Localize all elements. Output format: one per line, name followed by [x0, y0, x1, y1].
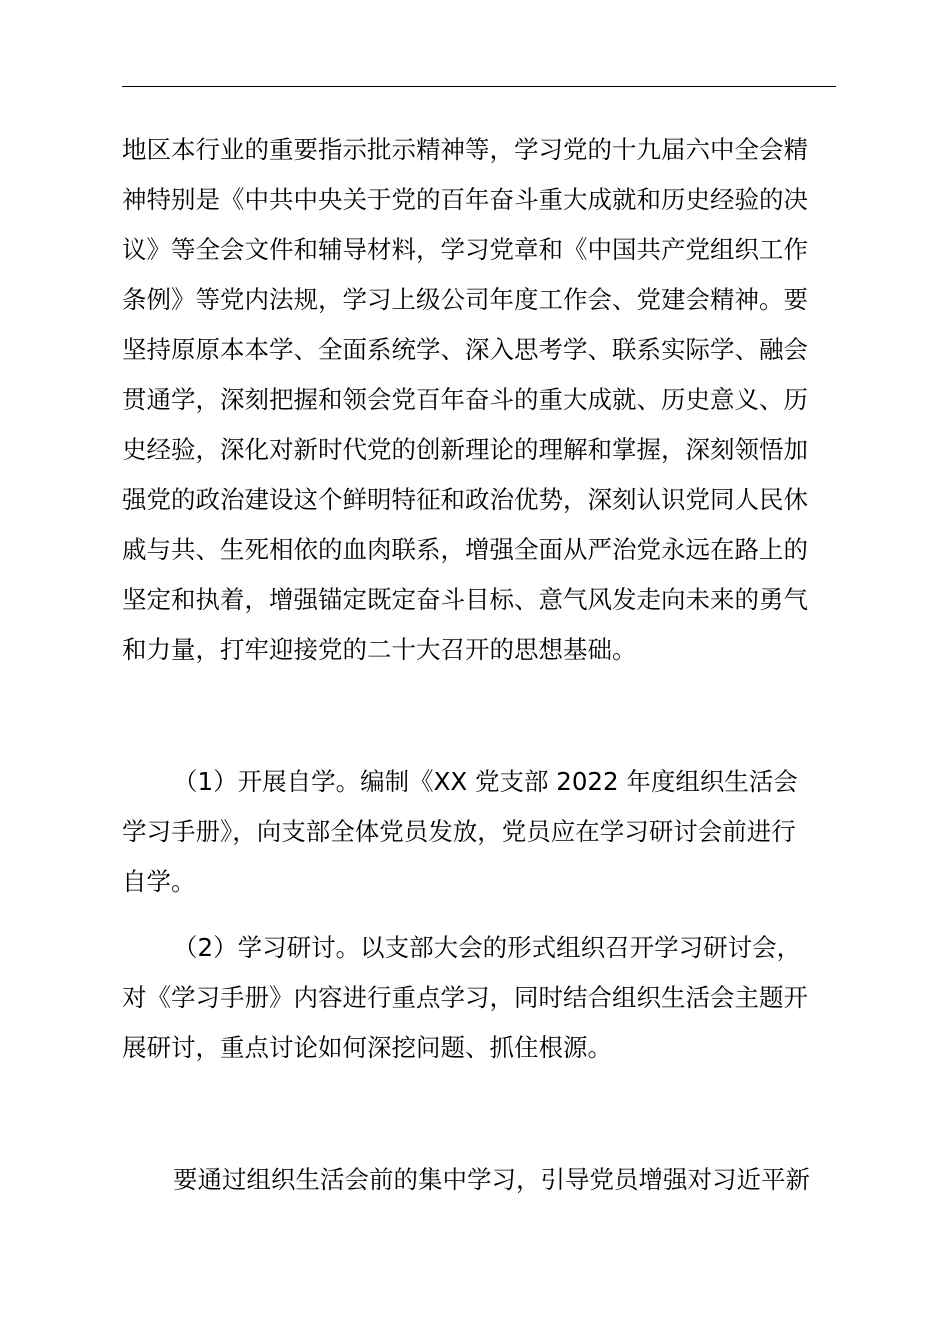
text-line: 史经验，深化对新时代党的创新理论的理解和掌握，深刻领悟加: [122, 435, 808, 464]
text-line: 要通过组织生活会前的集中学习，引导党员增强对习近平新: [173, 1165, 810, 1194]
text-line: 强党的政治建设这个鲜明特征和政治优势，深刻认识党同人民休: [122, 485, 808, 514]
text-line: 神特别是《中共中央关于党的百年奋斗重大成就和历史经验的决: [122, 185, 808, 214]
text-line: 坚定和执着，增强锚定既定奋斗目标、意气风发走向未来的勇气: [122, 585, 808, 614]
text-line: 贯通学，深刻把握和领会党百年奋斗的重大成就、历史意义、历: [122, 385, 808, 414]
text-line: 和力量，打牢迎接党的二十大召开的思想基础。: [122, 635, 637, 664]
text-line: 自学。: [122, 867, 196, 896]
text-line: 学习手册》，向支部全体党员发放，党员应在学习研讨会前进行: [122, 817, 796, 846]
text-line: 地区本行业的重要指示批示精神等，学习党的十九届六中全会精: [122, 135, 808, 164]
text-line: 对《学习手册》内容进行重点学习，同时结合组织生活会主题开: [122, 983, 808, 1012]
text-line: 坚持原原本本学、全面系统学、深入思考学、联系实际学、融会: [122, 335, 808, 364]
text-line: 戚与共、生死相依的血肉联系，增强全面从严治党永远在路上的: [122, 535, 808, 564]
header-rule: [122, 86, 836, 87]
text-line: 条例》等党内法规，学习上级公司年度工作会、党建会精神。要: [122, 285, 808, 314]
text-line: （2）学习研讨。以支部大会的形式组织召开学习研讨会，: [173, 933, 802, 962]
text-line: 议》等全会文件和辅导材料，学习党章和《中国共产党组织工作: [122, 235, 808, 264]
text-line: 展研讨，重点讨论如何深挖问题、抓住根源。: [122, 1033, 612, 1062]
text-line: （1）开展自学。编制《XX 党支部 2022 年度组织生活会: [173, 767, 798, 796]
